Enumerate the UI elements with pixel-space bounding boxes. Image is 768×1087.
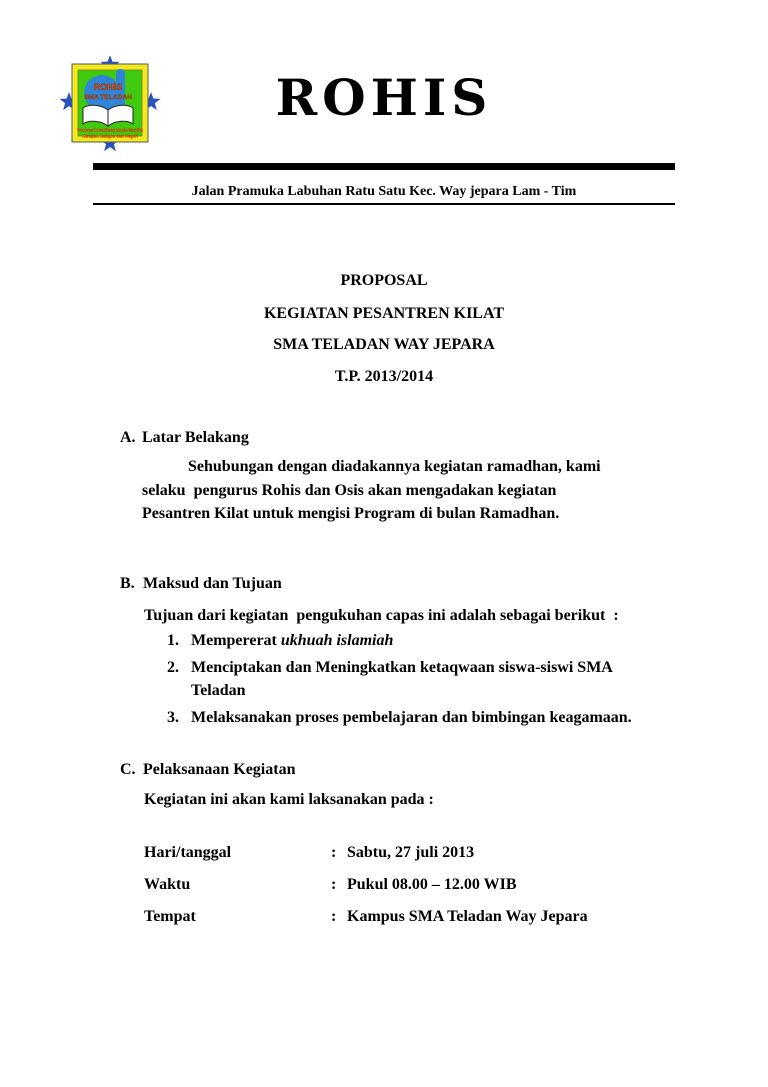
list-item-3-number: 3. <box>167 709 179 726</box>
section-b-intro: Tujuan dari kegiatan pengukuhan capas ini adalah sebagai berikut : <box>144 607 619 624</box>
detail-row-label: Hari/tanggal <box>144 844 232 861</box>
logo-emblem-line1: ROHIS <box>93 82 123 92</box>
detail-row-colon: : <box>331 844 337 861</box>
org-name-title: ROHIS <box>275 68 493 127</box>
logo-tagline-1: Generasi Gemilang Muda Muslim <box>77 127 143 133</box>
section-a-heading: Latar Belakang <box>142 429 249 446</box>
letterhead-rule-thin <box>93 203 675 205</box>
detail-row-label: Waktu <box>144 876 191 893</box>
list-item-3-text: Melaksanakan proses pembelajaran dan bimbingan keagamaan. <box>191 709 632 726</box>
section-b-letter: B. <box>120 575 135 592</box>
doc-title-line-2: KEGIATAN PESANTREN KILAT <box>263 305 505 322</box>
section-a-para-line3: Pesantren Kilat untuk mengisi Program di bulan Ramadhan. <box>142 505 560 522</box>
detail-row-colon: : <box>331 876 337 893</box>
letterhead-rule-thick <box>93 163 675 170</box>
section-b-heading: Maksud dan Tujuan <box>143 575 282 592</box>
doc-title-line-3: SMA TELADAN WAY JEPARA <box>273 336 495 353</box>
logo-emblem-line2: SMA TELADAN <box>84 94 132 101</box>
section-c-intro: Kegiatan ini akan kami laksanakan pada : <box>144 791 434 808</box>
detail-row-value: Pukul 08.00 – 12.00 WIB <box>347 876 517 893</box>
logo-tagline-2: Harapan Bangsa dan Negeri <box>82 133 138 139</box>
section-a-para-line2: selaku pengurus Rohis dan Osis akan mengadakan kegiatan <box>142 482 557 499</box>
list-item-1-number: 1. <box>167 632 179 649</box>
doc-title-line-4: T.P. 2013/2014 <box>334 368 434 385</box>
list-item-2-number: 2. <box>167 659 179 676</box>
list-item-1-text <box>191 630 393 652</box>
detail-row-colon: : <box>331 908 337 925</box>
detail-row-label: Tempat <box>144 908 196 925</box>
detail-row-value: Sabtu, 27 juli 2013 <box>347 844 475 861</box>
section-c-letter: C. <box>120 761 136 778</box>
doc-title-line-1: PROPOSAL <box>340 272 428 289</box>
section-a-para-line1: Sehubungan dengan diadakannya kegiatan ramadhan, kami <box>188 458 601 475</box>
list-item-1-text-italic: ukhuah islamiah <box>280 632 394 649</box>
section-a-letter: A. <box>120 429 136 446</box>
list-item-2-line2: Teladan <box>191 682 246 699</box>
list-item-1-text-normal: Mempererat <box>191 632 281 649</box>
letterhead-address: Jalan Pramuka Labuhan Ratu Satu Kec. Way jepara Lam - Tim <box>191 184 577 199</box>
section-c-heading: Pelaksanaan Kegiatan <box>143 761 296 778</box>
detail-row-value: Kampus SMA Teladan Way Jepara <box>347 908 588 925</box>
list-item-2-line1: Menciptakan dan Meningkatkan ketaqwaan siswa-siswi SMA <box>191 659 613 676</box>
